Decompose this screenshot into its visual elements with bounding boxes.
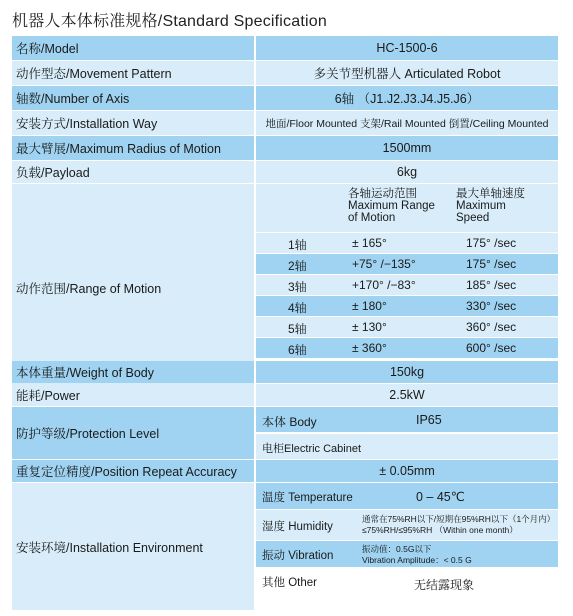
motion-header [256, 184, 558, 232]
row-value: 2.5kW [256, 384, 558, 406]
axis-speed: 175° /sec [466, 257, 517, 271]
body-label: 本体 Body [262, 415, 317, 429]
axis-range: ± 165° [352, 236, 387, 250]
motion-row [256, 338, 558, 358]
axis-speed: 175° /sec [466, 236, 517, 250]
spec-row-payload [12, 161, 558, 183]
range-header-en1: Maximum Range [348, 200, 435, 212]
vibration-label: 振动 Vibration [262, 550, 334, 562]
axis-range: +75° /−135° [352, 257, 416, 271]
row-value: 150kg [256, 361, 558, 383]
spec-row-power [12, 384, 558, 406]
env-other-row [256, 568, 558, 610]
axis-name: 4轴 [288, 301, 307, 315]
vibration-value [362, 544, 472, 566]
temp-value: 0 – 45℃ [416, 490, 465, 504]
axis-speed: 360° /sec [466, 320, 517, 334]
speed-header-en2: Speed [456, 212, 490, 224]
axis-range: ± 130° [352, 320, 387, 334]
axis-name: 2轴 [288, 259, 307, 273]
protection-label: 防护等级/Protection Level [12, 407, 254, 459]
page-title: 机器人本体标准规格/Standard Specification [12, 13, 327, 30]
row-label: 本体重量/Weight of Body [12, 361, 254, 383]
humidity-line2: ≤75%RH/≤95%RH （Within one month） [362, 525, 518, 535]
other-value: 无结露现象 [414, 578, 475, 592]
env-temp-row [256, 483, 558, 509]
spec-row-weight [12, 361, 558, 383]
axis-name: 1轴 [288, 238, 307, 252]
row-label: 最大臂展/Maximum Radius of Motion [12, 136, 254, 160]
range-header-cn: 各轴运动范围 [348, 188, 417, 200]
motion-row [256, 296, 558, 316]
spec-row-install [12, 111, 558, 135]
humidity-label: 湿度 Humidity [262, 521, 333, 533]
motion-row [256, 275, 558, 295]
body-value: IP65 [416, 413, 442, 427]
row-value: ± 0.05mm [256, 460, 558, 482]
environment-block [12, 483, 558, 610]
vibration-line2: Vibration Amplitude：< 0.5 G [362, 555, 472, 565]
axis-range: ± 360° [352, 341, 387, 355]
axis-speed: 330° /sec [466, 299, 517, 313]
axis-range: ± 180° [352, 299, 387, 313]
motion-row [256, 233, 558, 253]
env-vibration-row [256, 541, 558, 567]
row-label: 轴数/Number of Axis [12, 86, 254, 110]
row-value: HC-1500-6 [256, 36, 558, 60]
row-value: 1500mm [256, 136, 558, 160]
env-humidity-row [256, 510, 558, 540]
row-label: 动作型态/Movement Pattern [12, 61, 254, 85]
other-label: 其他 Other [262, 577, 317, 589]
protection-cabinet-row [256, 434, 558, 459]
row-label: 安装方式/Installation Way [12, 111, 254, 135]
motion-label: 动作范围/Range of Motion [12, 184, 254, 392]
row-value: 多关节型机器人 Articulated Robot [256, 61, 558, 85]
row-label: 负载/Payload [12, 161, 254, 183]
speed-column-header [456, 188, 525, 224]
motion-row [256, 254, 558, 274]
range-column-header [348, 188, 435, 224]
protection-block [12, 407, 558, 459]
spec-row-model [12, 36, 558, 60]
vibration-line1: 振动值：0.5G以下 [362, 544, 432, 554]
axis-name: 6轴 [288, 343, 307, 357]
axis-speed: 185° /sec [466, 278, 517, 292]
protection-body-row [256, 407, 558, 432]
spec-row-repeat [12, 460, 558, 482]
row-label: 名称/Model [12, 36, 254, 60]
spec-row-axis [12, 86, 558, 110]
row-value: 6轴 （J1.J2.J3.J4.J5.J6） [256, 86, 558, 110]
axis-name: 5轴 [288, 322, 307, 336]
row-label: 重复定位精度/Position Repeat Accuracy [12, 460, 254, 482]
motion-row [256, 317, 558, 337]
row-value: 6kg [256, 161, 558, 183]
speed-header-cn: 最大单轴速度 [456, 188, 525, 200]
spec-row-pattern [12, 61, 558, 85]
axis-range: +170° /−83° [352, 278, 416, 292]
humidity-value [362, 514, 555, 536]
axis-name: 3轴 [288, 280, 307, 294]
range-header-en2: of Motion [348, 212, 396, 224]
spec-row-radius [12, 136, 558, 160]
row-value: 地面/Floor Mounted 支架/Rail Mounted 倒置/Ceiling Mounted [256, 111, 558, 135]
temp-label: 温度 Temperature [262, 492, 353, 504]
environment-label: 安装环境/Installation Environment [12, 483, 254, 610]
row-label: 能耗/Power [12, 384, 254, 406]
axis-speed: 600° /sec [466, 341, 517, 355]
cabinet-label: 电柜Electric Cabinet [262, 443, 362, 455]
humidity-line1: 通常在75%RH以下/短期在95%RH以下（1个月内） [362, 514, 556, 524]
speed-header-en1: Maximum [456, 200, 506, 212]
